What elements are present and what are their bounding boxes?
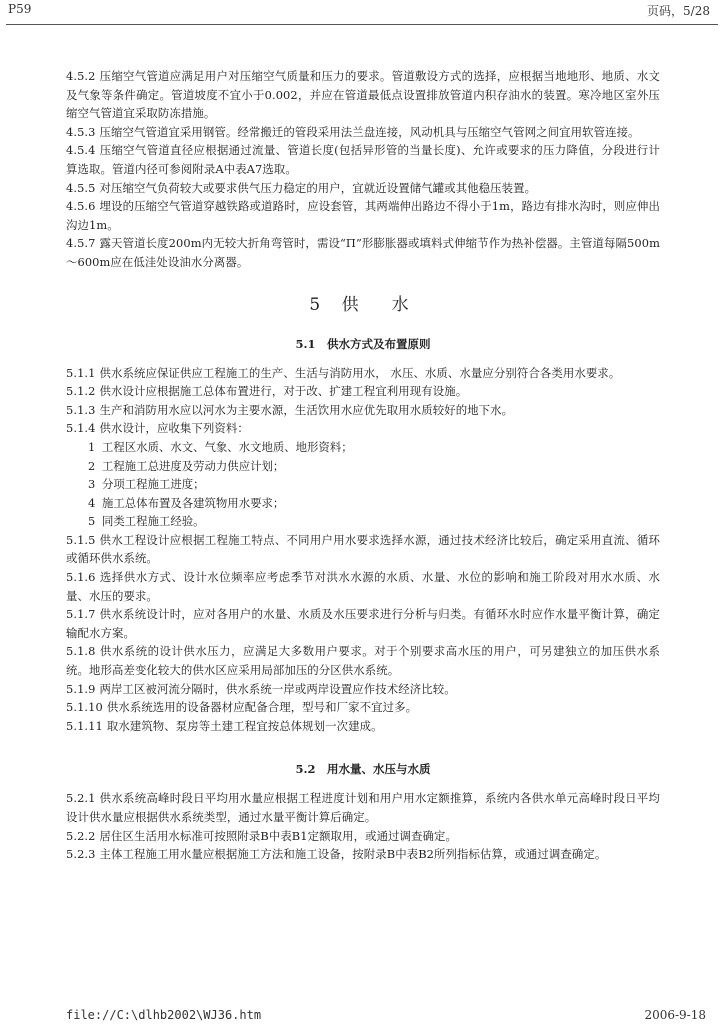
clause [66, 382, 660, 401]
list-item-number: 5 [88, 514, 96, 529]
list-item-number: 1 [88, 439, 96, 454]
clause-text: 居住区生活用水标准可按照附录B中表B1定额取用，或通过调查确定。 [99, 828, 458, 843]
clause-text: 供水工程设计应根据工程施工特点、不同用户用水要求选择水源，通过技术经济比较后，确定采用直流、循环或循环供水系统。 [66, 532, 660, 566]
clause-text: 供水系统选用的设备器材应配备合理，型号和厂家不宜过多。 [106, 700, 418, 715]
clause-number: 5.1.11 [66, 718, 103, 733]
header-page-id: P59 [8, 2, 32, 16]
clause-text: 压缩空气管道宜采用钢管。经常搬迁的管段采用法兰盘连接，风动机具与压缩空气管网之间宜用软管连接。 [99, 124, 640, 139]
clause-5-1-4-list [66, 438, 660, 531]
list-item [66, 494, 660, 513]
footer-file-path: file://C:\dlhb2002\WJ36.htm [66, 1008, 262, 1022]
clause [66, 364, 660, 383]
section-5-2-title: 5.2 用水量、水压与水质 [295, 762, 431, 777]
clause [66, 531, 660, 568]
section-5-2-clauses [66, 789, 660, 863]
clause-number: 5.1.2 [66, 384, 96, 399]
clause-number: 4.5.4 [66, 143, 96, 158]
clause [66, 568, 660, 605]
clause-text: 两岸工区被河流分隔时，供水系统一岸或两岸设置应作技术经济比较。 [99, 681, 456, 696]
list-item-text: 同类工程施工经验。 [102, 514, 205, 529]
spacer [66, 272, 660, 286]
clause-text: 生产和消防用水应以河水为主要水源，生活饮用水应优先取用水质较好的地下水。 [99, 402, 514, 417]
clause-number: 5.1.3 [66, 402, 96, 417]
list-item-number: 4 [88, 495, 96, 510]
clause-text: 露天管道长度200m内无较大折角弯管时，需设“Π”形膨胀器或填料式伸缩节作为热补偿器。主管道每隔500m～600m应在低洼处设油水分离器。 [66, 236, 660, 269]
clause-text: 埋设的压缩空气管道穿越铁路或道路时，应设套管，其两端伸出路边不得小于1m，路边有排水沟时，则应伸出沟边1m。 [66, 199, 660, 232]
clause-number: 4.5.6 [66, 199, 96, 214]
clause-number: 5.1.4 [66, 421, 96, 436]
clause-text: 供水系统应保证供应工程施工的生产、生活与消防用水， 水压、水质、水量应分别符合各类用水要求。 [99, 365, 621, 380]
clause [66, 717, 660, 736]
section-4-5-clauses [66, 67, 660, 272]
list-item [66, 457, 660, 476]
list-item-text: 工程施工总进度及劳动力供应计划； [102, 458, 285, 473]
clause-text: 选择供水方式、设计水位频率应考虑季节对洪水水源的水质、水量、水位的影响和施工阶段对用水水质、水量、水压的要求。 [66, 570, 660, 603]
chapter-title: 5 供 水 [309, 294, 417, 315]
clause [66, 419, 660, 438]
clause [66, 179, 660, 198]
clause-number: 5.2.1 [66, 791, 96, 806]
clause-text: 主体工程施工用水量应根据施工方法和施工设备，按附录B中表B2所列指标估算，或通过调查确定。 [99, 847, 607, 862]
clause-number: 5.1.8 [66, 644, 96, 659]
clause [66, 698, 660, 717]
clause-number: 5.1.5 [66, 532, 96, 547]
clause-number: 5.1.9 [66, 681, 96, 696]
clause [66, 197, 660, 234]
clause-text: 供水系统高峰时段日平均用水量应根据工程进度计划和用户用水定额推算，系统内各供水单元高峰时段日平均设计供水量应根据供水系统类型，通过水量平衡计算后确定。 [66, 791, 660, 824]
section-5-1-clauses-continued [66, 531, 660, 736]
clause [66, 605, 660, 642]
list-item [66, 475, 660, 494]
clause [66, 827, 660, 846]
footer-date: 2006-9-18 [644, 1008, 706, 1022]
clause [66, 680, 660, 699]
clause-number: 5.2.3 [66, 847, 96, 862]
clause [66, 234, 660, 271]
clause [66, 123, 660, 142]
clause-number: 5.2.2 [66, 828, 96, 843]
clause-text: 取水建筑物、泵房等土建工程宜按总体规划一次建成。 [106, 718, 383, 733]
clause-text: 供水系统的设计供水压力，应满足大多数用户要求。对于个别要求高水压的用户，可另建独立的加压供水系统。地形高差变化较大的供水区应采用局部加压的分区供水系统。 [66, 644, 660, 678]
clause [66, 789, 660, 826]
clause-number: 4.5.2 [66, 69, 96, 83]
list-item-text: 施工总体布置及各建筑物用水要求； [102, 495, 285, 510]
clause-text: 供水设计，应收集下列资料： [99, 421, 249, 436]
clause-number: 4.5.3 [66, 124, 96, 139]
clause-text: 供水系统设计时，应对各用户的水量、水质及水压要求进行分析与归类。有循环水时应作水量平衡计算，确定输配水方案。 [66, 607, 660, 640]
spacer [66, 735, 660, 749]
clause-number: 4.5.5 [66, 180, 96, 195]
clause [66, 141, 660, 178]
list-item-number: 3 [88, 477, 96, 492]
clause-text: 压缩空气管道直径应根据通过流量、管道长度(包括异形管的当量长度)、允许或要求的压力降值，分段进行计算选取。管道内径可参阅附录A中表A7选取。 [66, 143, 660, 176]
list-item [66, 512, 660, 531]
clause-number: 5.1.6 [66, 570, 96, 585]
clause [66, 642, 660, 679]
document-body [66, 67, 660, 864]
clause-text: 压缩空气管道应满足用户对压缩空气质量和压力的要求。管道敷设方式的选择，应根据当地地形、地质、水文及气象等条件确定。管道坡度不宜小于0.002，并应在管道最低点设置排放管道内积存油水的装置。寒冷地区室外压缩空气管道宜采取防冻措施。 [66, 69, 660, 121]
list-item-number: 2 [88, 458, 96, 473]
clause-number: 5.1.7 [66, 607, 96, 622]
section-5-1-clauses [66, 364, 660, 438]
clause-number: 4.5.7 [66, 236, 96, 251]
header-rule [6, 24, 718, 25]
clause [66, 845, 660, 864]
clause-number: 5.1.1 [66, 365, 96, 380]
clause-text: 供水设计应根据施工总体布置进行，对于改、扩建工程宜利用现有设施。 [99, 384, 468, 399]
clause-text: 对压缩空气负荷较大或要求供气压力稳定的用户，宜就近设置储气罐或其他稳压装置。 [99, 180, 537, 195]
section-5-1-title: 5.1 供水方式及布置原则 [295, 336, 431, 351]
list-item-text: 工程区水质、水文、气象、水文地质、地形资料； [102, 439, 353, 454]
clause-number: 5.1.10 [66, 700, 103, 715]
list-item [66, 438, 660, 457]
clause [66, 401, 660, 420]
header-page-number: 页码，5/28 [647, 4, 710, 18]
clause [66, 67, 660, 123]
list-item-text: 分项工程施工进度； [102, 477, 205, 492]
